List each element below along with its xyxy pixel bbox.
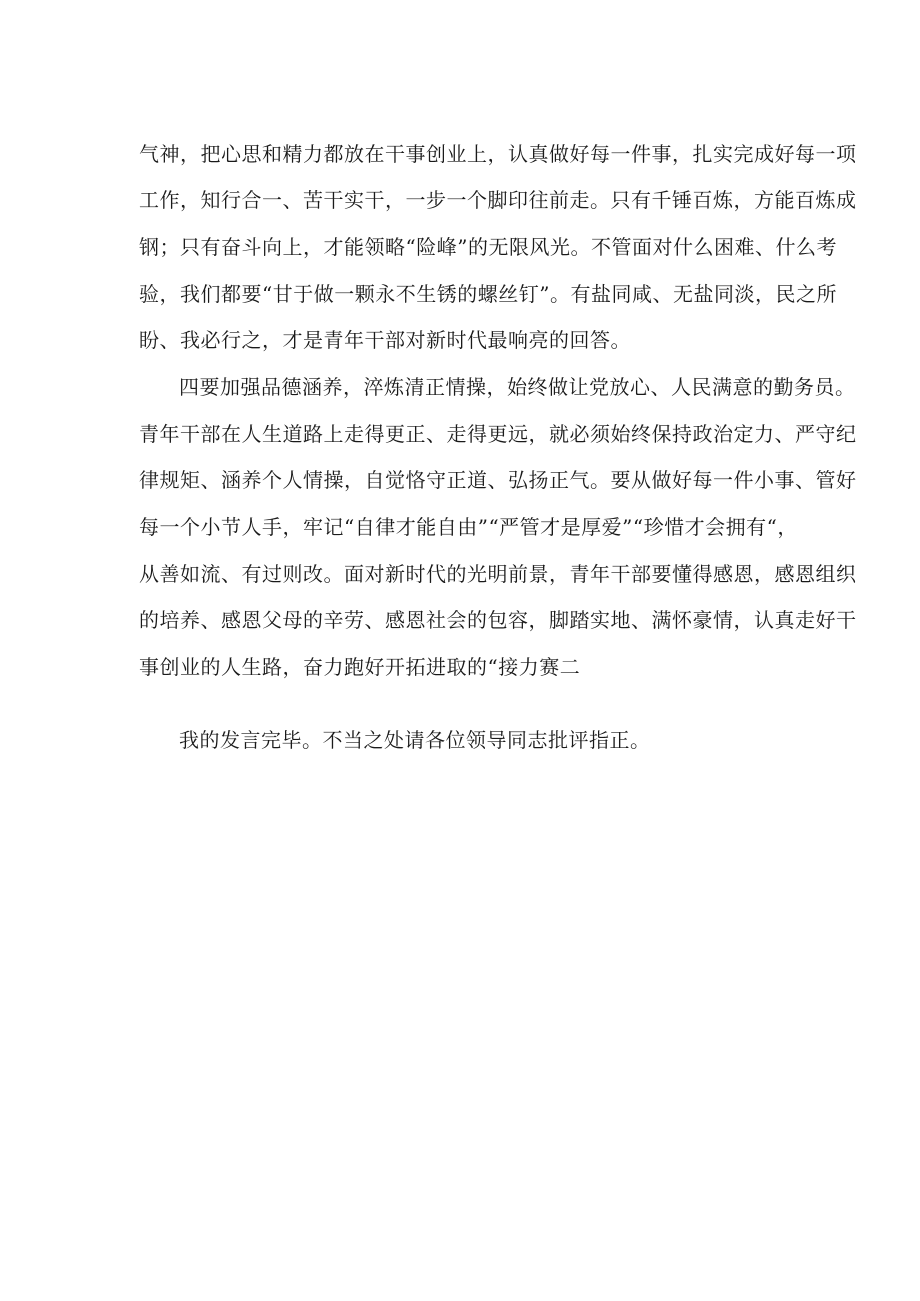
- paragraph-2-line-2: 青年干部在人生道路上走得更正、走得更远，就必须始终保持政治定力、严守纪: [139, 422, 857, 446]
- paragraph-2-line-7: 事创业的人生路，奋力跑好开拓进取的“接力赛二: [139, 655, 581, 679]
- paragraph-2-line-6: 的培养、感恩父母的辛劳、感恩社会的包容，脚踏实地、满怀豪情，认真走好干: [139, 608, 857, 632]
- paragraph-1-line-4: 验，我们都要“甘于做一颗永不生锈的螺丝钉”。有盐同咸、无盐同淡，民之所: [139, 282, 837, 306]
- paragraph-2-line-1: 四要加强品德涵养，淬炼清正情操，始终做让党放心、人民满意的勤务员。: [179, 375, 856, 399]
- paragraph-1-line-5: 盼、我必行之，才是青年干部对新时代最响亮的回答。: [139, 328, 631, 352]
- closing-statement: 我的发言完毕。不当之处请各位领导同志批评指正。: [179, 728, 651, 752]
- paragraph-2-line-3: 律规矩、涵养个人情操，自觉恪守正道、弘扬正气。要从做好每一件小事、管好: [139, 468, 857, 492]
- paragraph-1-line-1: 气神，把心思和精力都放在干事创业上，认真做好每一件事，扎实完成好每一项: [139, 142, 857, 166]
- paragraph-1-line-2: 工作，知行合一、苦干实干，一步一个脚印往前走。只有千锤百炼，方能百炼成: [139, 188, 857, 212]
- paragraph-2-line-4: 每一个小节人手，牢记“自律才能自由”“严管才是厚爱”“珍惜才会拥有“，: [139, 515, 798, 539]
- paragraph-2-line-5: 从善如流、有过则改。面对新时代的光明前景，青年干部要懂得感恩，感恩组织: [139, 562, 857, 586]
- paragraph-1-line-3: 钢；只有奋斗向上，才能领略“险峰”的无限风光。不管面对什么困难、什么考: [139, 235, 837, 259]
